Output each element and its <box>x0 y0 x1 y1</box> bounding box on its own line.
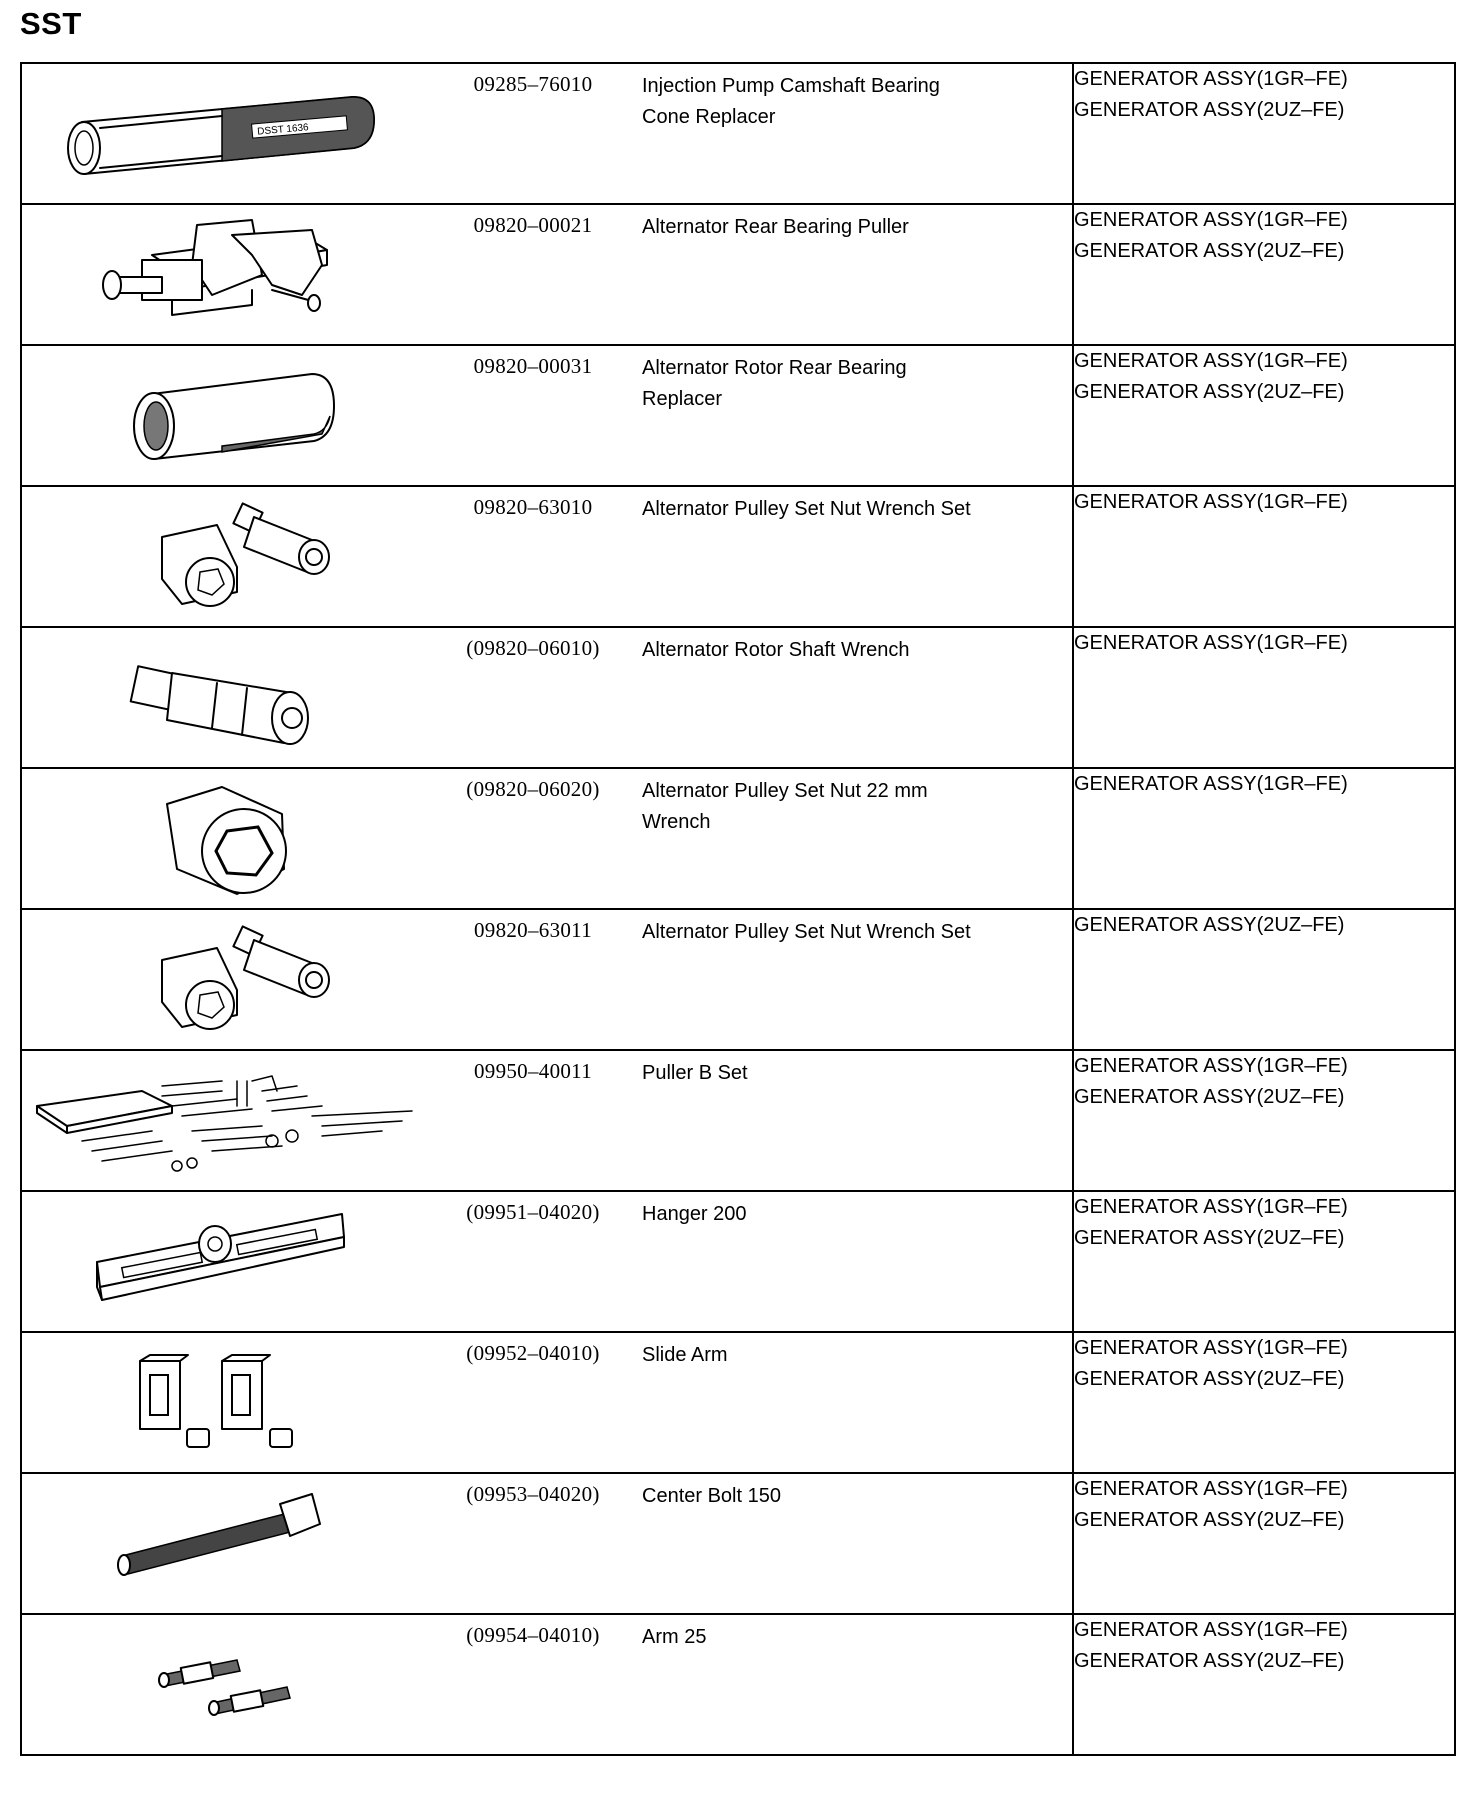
wrench-set-icon <box>22 487 432 626</box>
tool-name: Injection Pump Camshaft Bearing Cone Replacer <box>642 75 940 128</box>
applications-cell <box>1073 768 1455 909</box>
bearing-puller-icon <box>22 205 432 344</box>
part-number: 09820–00031 <box>473 354 593 378</box>
tool-name: Hanger 200 <box>642 1203 747 1225</box>
center-bolt-icon <box>22 1474 432 1613</box>
application-line: GENERATOR ASSY(2UZ–FE) <box>1074 1509 1345 1531</box>
applications-cell <box>1073 1332 1455 1473</box>
applications-cell <box>1073 345 1455 486</box>
part-number: (09954–04010) <box>466 1623 600 1647</box>
applications-cell <box>1073 1473 1455 1614</box>
application-line: GENERATOR ASSY(2UZ–FE) <box>1074 1227 1345 1249</box>
tool-name: Center Bolt 150 <box>642 1485 781 1507</box>
table-row <box>21 1050 1455 1191</box>
part-number: 09820–63010 <box>473 495 593 519</box>
application-line: GENERATOR ASSY(1GR–FE) <box>1074 1055 1348 1077</box>
table-row <box>21 486 1455 627</box>
shaft-wrench-icon <box>22 628 432 767</box>
table-row <box>21 627 1455 768</box>
part-number: (09820–06010) <box>466 636 600 660</box>
table-row <box>21 1191 1455 1332</box>
application-line: GENERATOR ASSY(1GR–FE) <box>1074 209 1348 231</box>
application-line: GENERATOR ASSY(1GR–FE) <box>1074 350 1348 372</box>
part-number: (09951–04020) <box>466 1200 600 1224</box>
application-line: GENERATOR ASSY(1GR–FE) <box>1074 68 1348 90</box>
bearing-replacer-icon <box>22 346 432 485</box>
application-line: GENERATOR ASSY(2UZ–FE) <box>1074 240 1345 262</box>
application-line: GENERATOR ASSY(2UZ–FE) <box>1074 1650 1345 1672</box>
applications-cell <box>1073 909 1455 1050</box>
tool-name: Alternator Rotor Rear Bearing Replacer <box>642 357 907 410</box>
applications-cell <box>1073 63 1455 204</box>
application-line: GENERATOR ASSY(1GR–FE) <box>1074 773 1348 795</box>
applications-cell <box>1073 627 1455 768</box>
tool-name: Puller B Set <box>642 1062 748 1084</box>
application-line: GENERATOR ASSY(2UZ–FE) <box>1074 1086 1345 1108</box>
applications-cell <box>1073 1614 1455 1755</box>
hanger-icon <box>22 1192 432 1331</box>
part-number: (09952–04010) <box>466 1341 600 1365</box>
application-line: GENERATOR ASSY(1GR–FE) <box>1074 632 1348 654</box>
applications-cell <box>1073 204 1455 345</box>
table-row <box>21 204 1455 345</box>
tool-name: Arm 25 <box>642 1626 707 1648</box>
tool-name: Alternator Rotor Shaft Wrench <box>642 639 910 661</box>
part-number: 09285–76010 <box>473 72 593 96</box>
application-line: GENERATOR ASSY(1GR–FE) <box>1074 1196 1348 1218</box>
applications-cell <box>1073 1050 1455 1191</box>
part-number: (09953–04020) <box>466 1482 600 1506</box>
bearing-cone-replacer-icon <box>22 64 432 203</box>
part-number: 09820–63011 <box>473 918 593 942</box>
table-row <box>21 1614 1455 1755</box>
application-line: GENERATOR ASSY(2UZ–FE) <box>1074 99 1345 121</box>
application-line: GENERATOR ASSY(1GR–FE) <box>1074 491 1348 513</box>
tool-name: Alternator Pulley Set Nut 22 mm Wrench <box>642 780 928 833</box>
table-row <box>21 768 1455 909</box>
tool-name: Alternator Rear Bearing Puller <box>642 216 909 238</box>
application-line: GENERATOR ASSY(2UZ–FE) <box>1074 1368 1345 1390</box>
table-row <box>21 63 1455 204</box>
page-title: SST <box>20 6 82 41</box>
arm-icon <box>22 1615 432 1754</box>
applications-cell <box>1073 486 1455 627</box>
applications-cell <box>1073 1191 1455 1332</box>
part-number: (09820–06020) <box>466 777 600 801</box>
application-line: GENERATOR ASSY(2UZ–FE) <box>1074 914 1345 936</box>
sst-table <box>20 62 1456 1756</box>
socket-wrench-icon <box>22 769 432 908</box>
table-row <box>21 345 1455 486</box>
tool-name: Slide Arm <box>642 1344 728 1366</box>
table-row <box>21 1473 1455 1614</box>
wrench-set-icon <box>22 910 432 1049</box>
part-number: 09820–00021 <box>473 213 593 237</box>
application-line: GENERATOR ASSY(2UZ–FE) <box>1074 381 1345 403</box>
table-row <box>21 1332 1455 1473</box>
svg-text:DSST 1636: DSST 1636 <box>256 122 310 138</box>
part-number: 09950–40011 <box>473 1059 593 1083</box>
application-line: GENERATOR ASSY(1GR–FE) <box>1074 1619 1348 1641</box>
puller-set-icon <box>22 1051 432 1190</box>
tool-name: Alternator Pulley Set Nut Wrench Set <box>642 498 971 520</box>
application-line: GENERATOR ASSY(1GR–FE) <box>1074 1478 1348 1500</box>
table-row <box>21 909 1455 1050</box>
slide-arm-icon <box>22 1333 432 1472</box>
tool-name: Alternator Pulley Set Nut Wrench Set <box>642 921 971 943</box>
application-line: GENERATOR ASSY(1GR–FE) <box>1074 1337 1348 1359</box>
